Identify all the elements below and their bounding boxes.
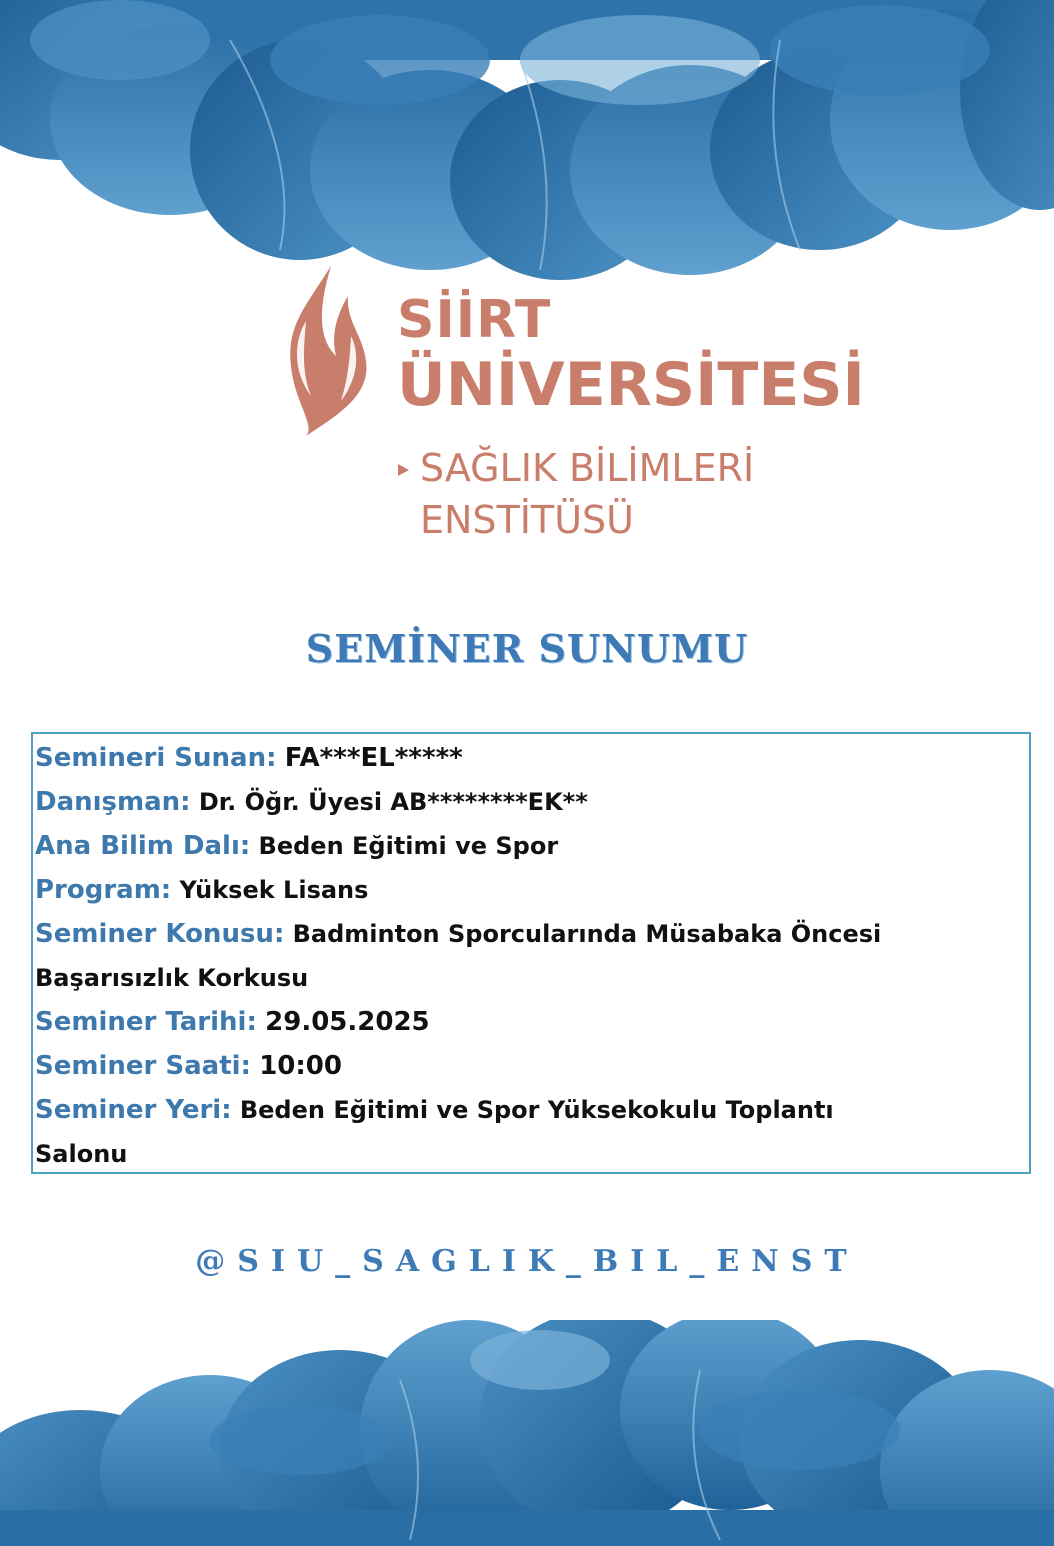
place-label: Seminer Yeri: [35,1095,232,1125]
topic-value: Badminton Sporcularında Müsabaka Öncesi [292,920,882,948]
bottom-flower-decoration [0,1320,1054,1546]
university-logo [270,262,865,552]
petals-top-image [0,0,1054,300]
advisor-row [35,780,1029,824]
petals-bottom-image [0,1320,1054,1546]
topic-label: Seminer Konusu: [35,919,285,949]
program-label: Program: [35,875,172,905]
advisor-label: Danışman: [35,787,191,817]
place-row [35,1088,1029,1132]
date-row [35,1000,1029,1044]
department-label: Ana Bilim Dalı: [35,831,251,861]
date-value: 29.05.2025 [265,1007,430,1037]
topic-row [35,912,1029,956]
flame-icon [276,266,386,436]
time-row [35,1044,1029,1088]
logo-line-2: ÜNİVERSİTESİ [397,350,865,420]
social-handle: @SIU_SAGLIK_BIL_ENST [195,1244,859,1279]
date-label: Seminer Tarihi: [35,1007,257,1037]
advisor-value: Dr. Öğr. Üyesi AB********EK** [198,788,588,816]
topic-value-continued: Başarısızlık Korkusu [35,964,309,992]
page-title: SEMİNER SUNUMU [305,626,749,671]
arrow-icon [398,464,409,476]
presenter-value: FA***EL***** [284,743,463,773]
logo-subtitle-2: ENSTİTÜSÜ [420,498,634,542]
top-flower-decoration [0,0,1054,300]
department-value: Beden Eğitimi ve Spor [258,832,559,860]
program-value: Yüksek Lisans [179,876,369,904]
place-value: Beden Eğitimi ve Spor Yüksekokulu Toplantı [239,1096,834,1124]
logo-subtitle-1: SAĞLIK BİLİMLERİ [420,446,755,490]
place-value-continued: Salonu [35,1140,128,1168]
program-row [35,868,1029,912]
presenter-label: Semineri Sunan: [35,743,277,773]
logo-line-1: SİİRT [397,290,552,350]
presenter-row [35,736,1029,780]
time-value: 10:00 [259,1051,342,1081]
seminar-info-box [31,732,1031,1174]
department-row [35,824,1029,868]
time-label: Seminer Saati: [35,1051,251,1081]
